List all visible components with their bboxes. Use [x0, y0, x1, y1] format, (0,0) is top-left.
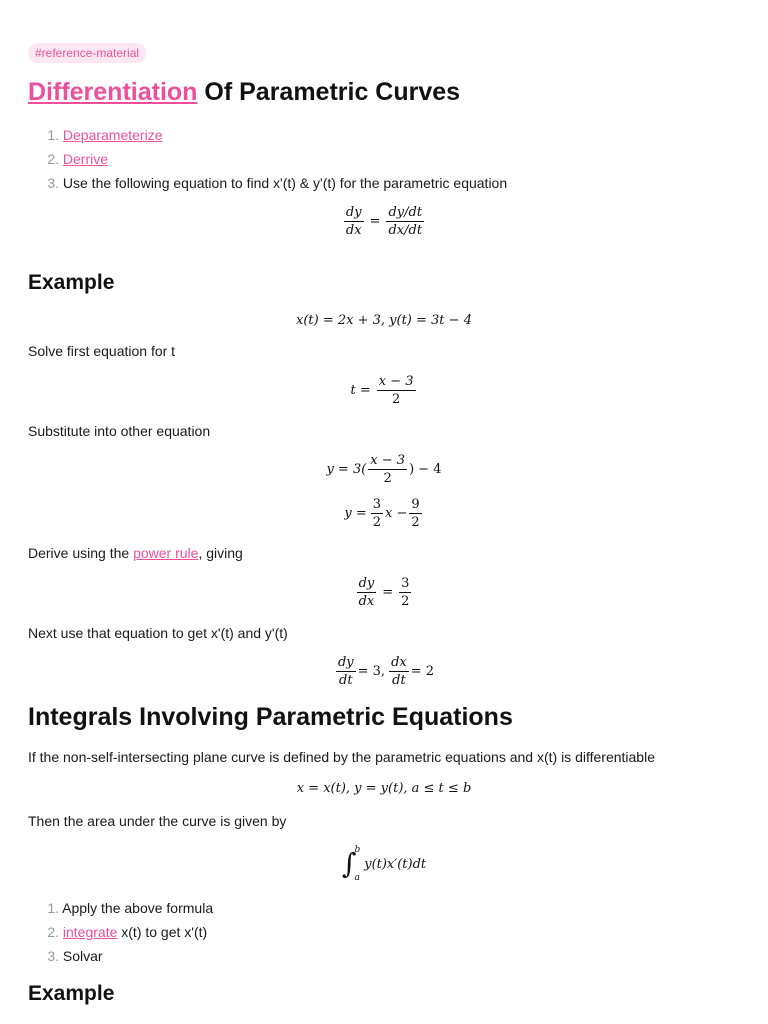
derive-prefix: Derive using the — [28, 545, 134, 561]
frac-num: 3 — [401, 576, 410, 591]
example-heading: Example — [28, 271, 115, 294]
frac-num: 9 — [411, 497, 420, 512]
derrive-link[interactable]: Derrive — [62, 151, 109, 167]
frac-den: 2 — [411, 515, 420, 530]
frac-num: dy — [337, 655, 354, 670]
list-item-text: x(t) to get x'(t) — [117, 924, 208, 940]
frac-den: dt — [339, 673, 353, 688]
upper-limit: b — [354, 845, 361, 855]
list-number: 3. — [47, 175, 59, 191]
list-item — [28, 123, 507, 147]
equation-mid: x − — [385, 506, 408, 521]
list-item-text: Solvar — [62, 948, 103, 964]
list-item-text: Apply the above formula — [62, 900, 214, 916]
frac-den: 2 — [372, 515, 381, 530]
integrals-intro: If the non-self-intersecting plane curve is defined by the parametric equations and x(t) is differentiable — [28, 749, 655, 765]
integrate-link[interactable]: integrate — [62, 924, 118, 940]
deparameterize-link[interactable]: Deparameterize — [62, 127, 163, 143]
power-rule-link[interactable]: power rule — [133, 545, 199, 561]
xy-derivatives — [0, 655, 768, 688]
dy-dx-result: $\frac{dy}{dx}$ = $\frac{3}{2}$ — [358, 576, 410, 609]
equation-text: x(t) = 2x + 3, y(t) = 3t − 4 — [296, 312, 472, 328]
example-heading-2: Example — [28, 982, 115, 1005]
list-number: 1. — [47, 127, 59, 143]
title-link-differentiation[interactable]: Differentiation — [28, 78, 198, 106]
list-item — [28, 171, 507, 195]
list-number: 2. — [47, 924, 59, 940]
frac-num: dy/dt — [388, 205, 423, 220]
equation-text: x = x(t), y = y(t), a ≤ t ≤ b — [296, 780, 472, 796]
list-item-text: Use the following equation to find x'(t) & y'(t) for the parametric equation — [62, 175, 508, 191]
integrals-heading: Integrals Involving Parametric Equations — [28, 703, 513, 731]
frac-num: 3 — [372, 497, 381, 512]
t-equation — [0, 374, 768, 407]
frac-den: dt — [392, 673, 406, 688]
frac-num: x − 3 — [370, 453, 406, 468]
area-integral — [0, 843, 768, 885]
derive-suffix: , giving — [198, 545, 243, 561]
list-number: 1. — [47, 900, 59, 916]
integral-steps-list — [28, 896, 213, 968]
frac-den: dx/dt — [388, 223, 423, 238]
lower-limit: a — [354, 873, 360, 883]
derive-text — [28, 545, 243, 561]
page-title — [28, 78, 460, 107]
list-number: 3. — [47, 948, 59, 964]
frac-den: dx — [358, 594, 375, 609]
frac-den: 2 — [383, 471, 392, 486]
y-substitution — [0, 453, 768, 486]
list-item — [28, 147, 507, 171]
steps-list — [28, 123, 507, 195]
list-item — [28, 944, 213, 968]
equation-lhs: y = — [344, 506, 367, 521]
derivative-formula: $\frac{dy}{dx}$ = $\frac{dy/dt}{dx/dt}$ — [345, 205, 423, 238]
frac-den: 2 — [401, 594, 410, 609]
equation-tail: ) − 4 — [409, 462, 442, 477]
frac-den: dx — [345, 223, 362, 238]
list-item — [28, 920, 213, 944]
next-text: Next use that equation to get x'(t) and y'(t) — [28, 625, 288, 641]
equation-mid: = 3, — [357, 664, 386, 679]
frac-num: dx — [391, 655, 407, 670]
equation-tail: = 2 — [410, 664, 435, 679]
equation-lhs: t = — [350, 383, 371, 398]
substitute-text: Substitute into other equation — [28, 423, 211, 439]
list-item — [28, 896, 213, 920]
list-number: 2. — [47, 151, 59, 167]
frac-num: x − 3 — [378, 374, 414, 389]
y-simplified — [0, 497, 768, 530]
area-text: Then the area under the curve is given by — [28, 813, 287, 829]
frac-num: dy — [358, 576, 375, 591]
integral-sign: ∫ — [341, 847, 357, 880]
param-definition — [0, 778, 768, 798]
reference-tag[interactable]: #reference-material — [28, 43, 146, 63]
title-rest: Of Parametric Curves — [197, 78, 461, 106]
integrand: y(t)x′(t)dt — [364, 856, 427, 872]
equation-lhs: y = 3( — [326, 462, 367, 477]
solve-text: Solve first equation for t — [28, 343, 176, 359]
parametric-equations — [0, 310, 768, 330]
frac-num: dy — [345, 205, 362, 220]
frac-den: 2 — [391, 392, 401, 407]
